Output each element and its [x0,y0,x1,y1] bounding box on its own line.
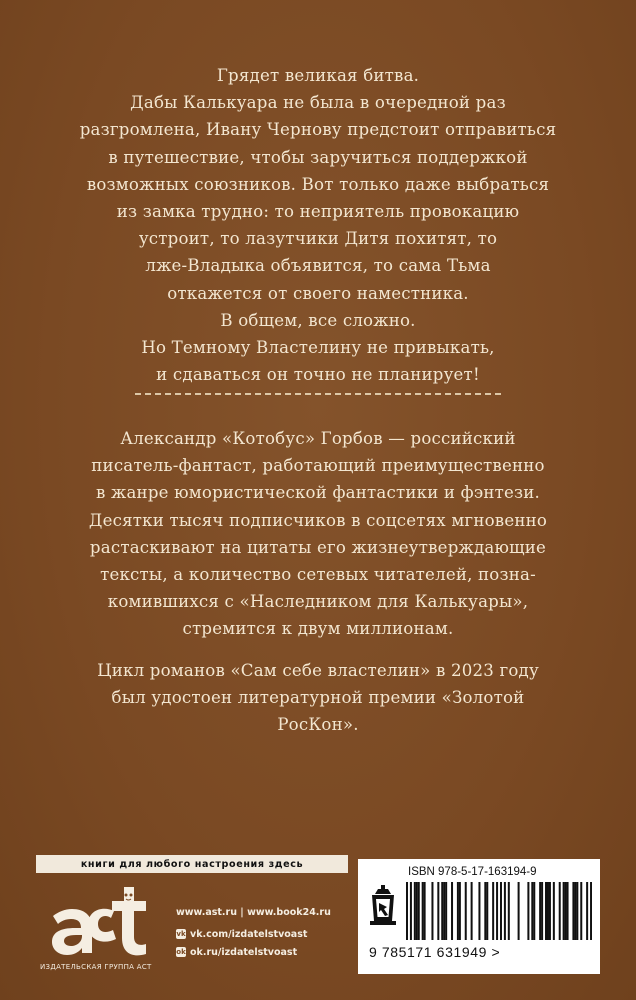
ok-row [176,943,356,961]
blurb-line: лже-Владыка объявится, то сама Тьма [145,256,491,276]
ok-icon: ok [176,948,186,956]
barcode-bar [451,882,453,940]
blurb-line: разгромлена, Ивану Чернову предстоит отправиться [79,120,557,140]
blurb-line: устроит, то лазутчики Дитя похитят, то [138,229,498,249]
barcode-bar [465,882,467,940]
barcode-bar [565,882,567,940]
barcode-bar [496,882,498,940]
barcode-bar [437,882,439,940]
award-line: Цикл романов «Сам себе властелин» в 2023 году [97,661,539,680]
websites-link: www.ast.ru | www.book24.ru [176,906,331,918]
barcode-bar [492,882,494,940]
tagline-text: книги для любого настроения здесь [80,858,304,870]
bio-line: тексты, а количество сетевых читателей, позна- [100,565,536,585]
vk-link: vk.com/izdatelstvoast [190,928,308,940]
vk-icon: vk [176,930,186,938]
bio-line: растаскивают на цитаты его жизнеутверждающие [89,537,547,557]
barcode-bar [445,882,447,940]
vk-row [176,925,356,943]
barcode-bar [563,882,565,940]
blurb-line: Дабы Калькуара не была в очередной раз [130,93,506,113]
barcode-bar [424,882,426,940]
barcode-bar [441,882,443,940]
blurb-line: В общем, все сложно. [220,310,416,330]
barcode-bar [504,882,506,940]
barcode-bar [553,882,555,940]
barcode-bar [459,882,461,940]
barcode-bar [527,882,529,940]
publisher-links [176,903,356,961]
blurb-line: откажется от своего наместника. [167,283,469,303]
book-blurb [40,62,596,388]
blurb-line: Но Темному Властелину не привыкать, [141,338,495,358]
blurb-line: возможных союзников. Вот только даже выбраться [86,174,550,194]
lantern-icon [366,885,400,929]
ok-link: ok.ru/izdatelstvoast [190,946,298,958]
publisher-group-label: ИЗДАТЕЛЬСКАЯ ГРУППА АСТ [40,963,152,971]
barcode [406,882,592,940]
award-note [40,657,596,739]
barcode-bar [531,882,533,940]
bio-line: в жанре юмористической фантастики и фэнтези. [95,483,540,503]
barcode-bar [541,882,543,940]
author-bio [40,425,596,643]
barcode-bar [586,882,588,940]
tagline-bar [36,855,348,873]
barcode-bar [559,882,561,940]
bio-line: Александр «Котобус» Горбов — российский [120,429,516,448]
barcode-bar [576,882,578,940]
barcode-bar [500,882,502,940]
blurb-line: из замка трудно: то неприятель провокацию [116,202,520,222]
barcode-bar [508,882,510,940]
barcode-bar [549,882,551,940]
barcode-bar [410,882,412,940]
barcode-bar [406,882,408,940]
barcode-bar [422,882,424,940]
barcode-bar [416,882,418,940]
bio-line: стремится к двум миллионам. [182,619,454,639]
barcode-bar [590,882,592,940]
barcode-bar [574,882,576,940]
section-divider [135,393,501,395]
award-line: был удостоен литературной премии «Золотой [111,688,525,708]
barcode-bar [431,882,433,940]
barcode-bar [443,882,445,940]
barcode-bar [414,882,416,940]
bio-line: Десятки тысяч подписчиков в соцсетях мгновенно [88,510,548,530]
blurb-line: и сдаваться он точно не планирует! [156,365,480,385]
barcode-bar [457,882,459,940]
bio-line: комившихся с «Наследником для Калькуары», [107,592,529,612]
award-line: РосКон». [277,715,359,735]
barcode-bar [484,882,486,940]
bio-line: писатель-фантаст, работающий преимущественно [91,456,545,476]
barcode-bar [580,882,582,940]
barcode-bar [539,882,541,940]
blurb-line: Грядет великая битва. [216,66,420,85]
barcode-bar [533,882,535,940]
barcode-bar [567,882,569,940]
websites-row [176,903,356,921]
barcode-bar [478,882,480,940]
blurb-line: в путешествие, чтобы заручиться поддержкой [108,147,528,167]
barcode-bar [545,882,547,940]
barcode-number: 9 785171 631949 > [369,944,501,960]
isbn-text: ISBN 978-5-17-163194-9 [408,866,537,878]
barcode-bar [418,882,420,940]
ast-logo [42,883,162,963]
barcode-bar [547,882,549,940]
barcode-bar [486,882,488,940]
barcode-bar [471,882,473,940]
barcode-bar [572,882,574,940]
barcode-bar [518,882,520,940]
